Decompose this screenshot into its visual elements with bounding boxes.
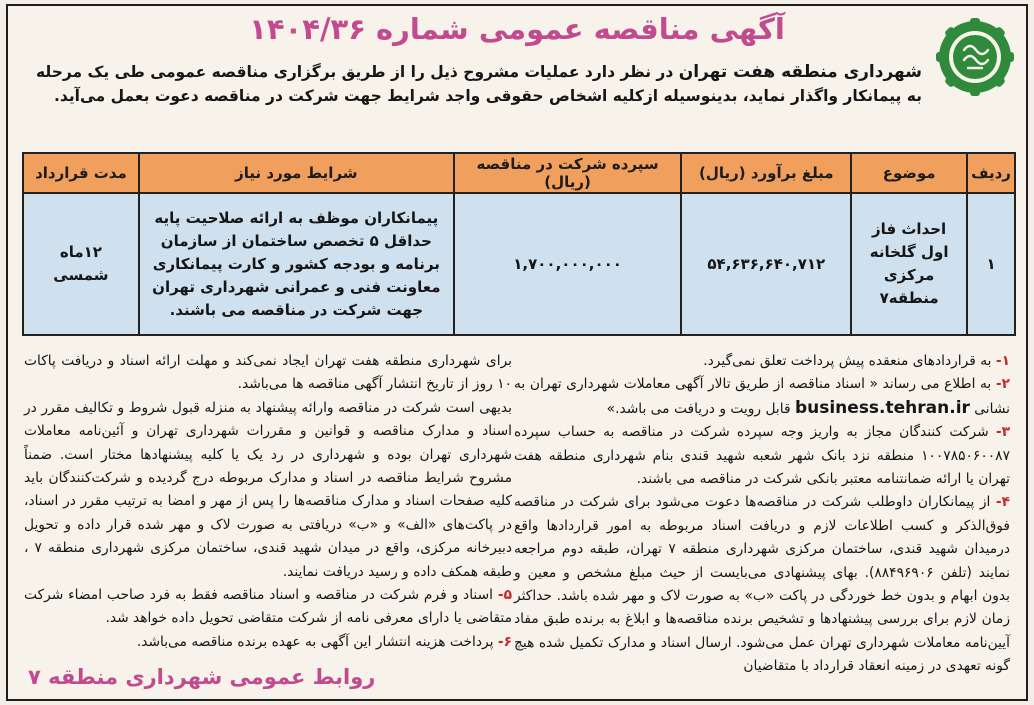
header-subject: موضوع xyxy=(851,153,967,193)
clause-5-text: اسناد و فرم شرکت در مناقصه و اسناد مناقصه فقط به فرد صاحب امضاء شرکت متقاضی یا دارای معرفی نامه از شرکت متقاضی تحویل داده خواهد شد. xyxy=(24,587,512,627)
notice-number: شماره ۱۴۰۴/۳۶ xyxy=(249,12,469,46)
clause-2 xyxy=(514,373,1010,421)
cell-duration: ۱۲ماه شمسی xyxy=(23,193,139,335)
header-estimate: مبلغ برآورد (ریال) xyxy=(681,153,851,193)
intro-paragraph xyxy=(22,60,922,108)
clause-4 xyxy=(514,491,1010,678)
clause-3-text: شرکت کنندگان مجاز به واریز وجه سپرده شرکت در مناقصه به حساب سپرده ۱۰۰۷۸۵۰۶۰۰۸۷ منطقه نزد بانک شهر شعبه شهید قندی بنام شهرداری منطقه هفت تهران یا ارائه ضمانتنامه معتبر بانکی شرکت در مناقصه می باشند. xyxy=(514,424,1010,488)
cell-deposit: ۱,۷۰۰,۰۰۰,۰۰۰ xyxy=(454,193,682,335)
header-deposit: سپرده شرکت در مناقصه (ریال) xyxy=(454,153,682,193)
clause-3 xyxy=(514,421,1010,491)
tender-table xyxy=(22,152,1016,336)
intro-org: شهرداری منطقه هفت تهران xyxy=(678,62,922,82)
clause-4-continued: برای شهرداری منطقه هفت تهران ایجاد نمی‌کند و مهلت ارائه اسناد و دریافت پاکات ۱۰ روز از تاریخ انتشار آگهی مناقصه ها می‌باشد. xyxy=(24,353,512,393)
title-text: آگهی مناقصه عمومی xyxy=(478,12,785,46)
table-row xyxy=(23,193,1015,335)
clause-6-text: پرداخت هزینه انتشار این آگهی به عهده برنده مناقصه می‌باشد. xyxy=(136,633,494,650)
table-header-row xyxy=(23,153,1015,193)
clause-5 xyxy=(24,584,512,631)
clause-4-text: از پیمانکاران داوطلب شرکت در مناقصه‌ها دعوت می‌شود برای شرکت در مناقصه فوق‌الذکر و کسب اطلاعات لازم و دریافت اسناد مربوطه به امور قراردادها واقع درمیدان شهید قندی، ساختمان مرکزی شهرداری منطقه ۷ تهران، طبقه دوم مراجعه نمایند (تلفن ۸۸۴۹۶۹۰۶). بهای پیشنهادی می‌بایست از حیث مبلغ مشخص و معین و بدون ابهام و بدون خط خوردگی در پاکت «ب» به صورت لاک و مهر شده باشد. حداکثر زمان لازم برای بررسی پیشنهادها و تشخیص برنده مناقصه‌ها و ابلاغ به برنده طبق مفاد آیین‌نامه معاملات شهرداری تهران عمل می‌شود. ارسال اسناد و مدارک تکمیل شده هیچ گونه تعهدی در زمینه انعقاد قرارداد با متقاضیان xyxy=(514,494,1010,675)
header-radif: ردیف xyxy=(967,153,1015,193)
clause-1-text: به قراردادهای منعقده پیش پرداخت تعلق نمی‌گیرد. xyxy=(703,353,992,369)
intro-text: در نظر دارد عملیات مشروح ذیل را از طریق برگزاری مناقصه عمومی طی یک مرحله به پیمانکار واگذار نماید، بدینوسیله ازکلیه اشخاص حقوقی واجد شرایط جهت شرکت در مناقصه دعوت بعمل می‌آید. xyxy=(35,63,922,105)
clause-6-number: ۶- xyxy=(497,633,512,650)
tehran-municipality-logo-icon xyxy=(934,16,1016,98)
clause-6 xyxy=(24,631,512,654)
cell-radif: ۱ xyxy=(967,193,1015,335)
clause-1-number: ۱- xyxy=(995,353,1010,369)
notice-title xyxy=(128,12,906,46)
cell-estimate: ۵۴,۶۳۶,۶۴۰,۷۱۲ xyxy=(681,193,851,335)
footer-signature: روابط عمومی شهرداری منطقه ۷ xyxy=(28,665,376,689)
clause-5-number: ۵- xyxy=(497,587,512,604)
cell-conditions: پیمانکاران موظف به ارائه صلاحیت پایه حداقل ۵ تخصص ساختمان از سازمان برنامه و بودجه کشور و کارت پیمانکاری معاونت فنی و عمرانی شهرداری تهران جهت شرکت در مناقصه می باشند. xyxy=(139,193,454,335)
cell-subject: احداث فاز اول گلخانه مرکزی منطقه۷ xyxy=(851,193,967,335)
clause-2-url-link[interactable]: business.tehran.ir xyxy=(794,397,970,418)
clauses-right-column xyxy=(514,350,1010,679)
clause-1 xyxy=(514,350,1010,373)
header-conditions: شرایط مورد نیاز xyxy=(139,153,454,193)
clauses-left-column xyxy=(24,350,512,654)
clause-2-number: ۲- xyxy=(995,376,1010,393)
clause-4-number: ۴- xyxy=(995,494,1010,511)
tender-notice xyxy=(6,4,1028,701)
clause-2-text-a: به اطلاع می رساند « اسناد مناقصه از طریق تالار آگهی معاملات شهرداری تهران به نشانی xyxy=(514,376,1010,417)
clause-4-terms: بدیهی است شرکت در مناقصه وارائه پیشنهاد به منزله قبول شروط و تکالیف مقرر در اسناد و مدارک مناقصه و قوانین و مقررات شهرداری تهران و آئین‌نامه معاملات شهرداری تهران بوده و شهرداری در رد یک یا کلیه پیشنهادها مختار است. ضمناً مشروح شرایط مناقصه در اسناد و مدارک مربوطه درج گردیده و شرکت‌کنندگان باید کلیه صفحات اسناد و مدارک مناقصه‌ها را پس از مهر و امضا به ترتیب مقرر در اسناد، در پاکت‌های «الف» و «ب» دریافتی به صورت لاک و مهر شده قرار داده و تحویل دبیرخانه مرکزی، واقع در میدان شهید قندی، ساختمان مرکزی شهرداری منطقه ۷ ، طبقه همکف داده و رسید دریافت نمایند. xyxy=(24,399,512,580)
clause-2-text-b: قابل رویت و دریافت می باشد.» xyxy=(606,400,791,417)
clause-3-number: ۳- xyxy=(995,424,1010,441)
header-duration: مدت قرارداد xyxy=(23,153,139,193)
